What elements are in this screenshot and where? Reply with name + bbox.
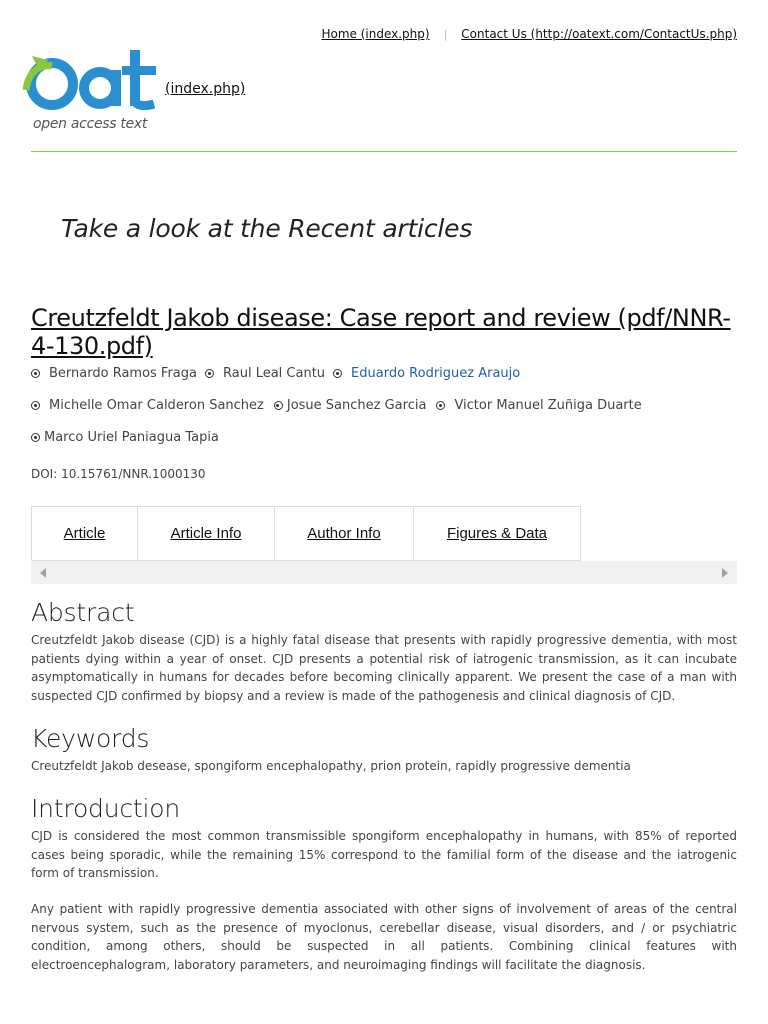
keywords-text: Creutzfeldt Jakob desease, spongiform encephalopathy, prion protein, rapidly progressive dementia xyxy=(31,759,631,773)
author-item: Raul Leal Cantu xyxy=(205,366,325,381)
logo-tagline: open access text xyxy=(33,116,148,132)
article-tabs xyxy=(31,506,581,561)
author-item: Josue Sanchez Garcia xyxy=(274,398,427,413)
contact-link[interactable]: Contact Us (http://oatext.com/ContactUs.php) xyxy=(461,27,737,41)
abstract-heading: Abstract xyxy=(31,598,135,627)
horizontal-scrollbar[interactable] xyxy=(31,561,737,584)
author-bullet-icon xyxy=(31,369,40,378)
authors-row-3 xyxy=(31,430,227,445)
author-bullet-icon xyxy=(205,369,214,378)
author-bullet-icon xyxy=(31,433,40,442)
author-bullet-icon xyxy=(436,401,445,410)
tab-article[interactable]: Article xyxy=(32,507,138,561)
introduction-heading: Introduction xyxy=(31,794,180,823)
author-item: Marco Uriel Paniagua Tapia xyxy=(31,430,219,445)
author-bullet-icon xyxy=(333,369,342,378)
scroll-right-icon[interactable] xyxy=(722,568,728,578)
home-link[interactable]: Home (index.php) xyxy=(321,27,430,41)
authors-row-1 xyxy=(31,366,528,381)
tab-article-info[interactable]: Article Info xyxy=(138,507,275,561)
keywords-heading: Keywords xyxy=(31,724,150,753)
author-bullet-icon xyxy=(31,401,40,410)
scroll-left-icon[interactable] xyxy=(40,568,46,578)
author-item: Michelle Omar Calderon Sanchez xyxy=(31,398,264,413)
author-bullet-icon xyxy=(274,401,283,410)
tab-figures-data[interactable]: Figures & Data xyxy=(414,507,581,561)
nav-separator: | xyxy=(443,27,448,41)
article-doi: DOI: 10.15761/NNR.1000130 xyxy=(31,467,206,481)
top-nav xyxy=(321,27,737,41)
author-item: Victor Manuel Zuñiga Duarte xyxy=(436,398,641,413)
author-item: Bernardo Ramos Fraga xyxy=(31,366,197,381)
recent-articles-heading: Take a look at the Recent articles xyxy=(61,214,473,243)
oat-logo[interactable] xyxy=(22,46,162,138)
logo-index-link[interactable]: (index.php) xyxy=(165,81,246,97)
introduction-paragraph-1: CJD is considered the most common transmissible spongiform encephalopathy in humans, with 85% of reported cases being sporadic, while the remaining 15% correspond to the familial form of the disease and the iatrogenic form of transmission. xyxy=(31,829,737,880)
tab-author-info[interactable]: Author Info xyxy=(275,507,414,561)
author-item-linked[interactable]: Eduardo Rodriguez Araujo xyxy=(333,366,520,381)
introduction-paragraph-2: Any patient with rapidly progressive dementia associated with other signs of involvement of areas of the central nervous system, such as the presence of myoclonus, cerebellar disease, visual disorders, and / or psychiatric condition, among others, should be suspected in all patients. Combining clinical features with electroencephalogram, laboratory parameters, and neuroimaging findings will facilitate the diagnosis. xyxy=(31,902,737,972)
article-title xyxy=(31,304,731,360)
authors-row-2 xyxy=(31,398,650,413)
abstract-text: Creutzfeldt Jakob disease (CJD) is a highly fatal disease that presents with rapidly progressive dementia, with most patients dying within a year of onset. CJD presents a potential risk of iatrogenic transmission, as it can incubate asymptomatically in humans for decades before becoming clinically apparent. We present the case of a man with suspected CJD confirmed by biopsy and a review is made of the pathogenesis and clinical diagnosis of CJD. xyxy=(31,633,737,703)
header-divider xyxy=(31,151,737,152)
oat-logo-icon xyxy=(22,46,162,116)
article-title-link[interactable]: Creutzfeldt Jakob disease: Case report and review (pdf/NNR-4-130.pdf) xyxy=(31,304,731,360)
